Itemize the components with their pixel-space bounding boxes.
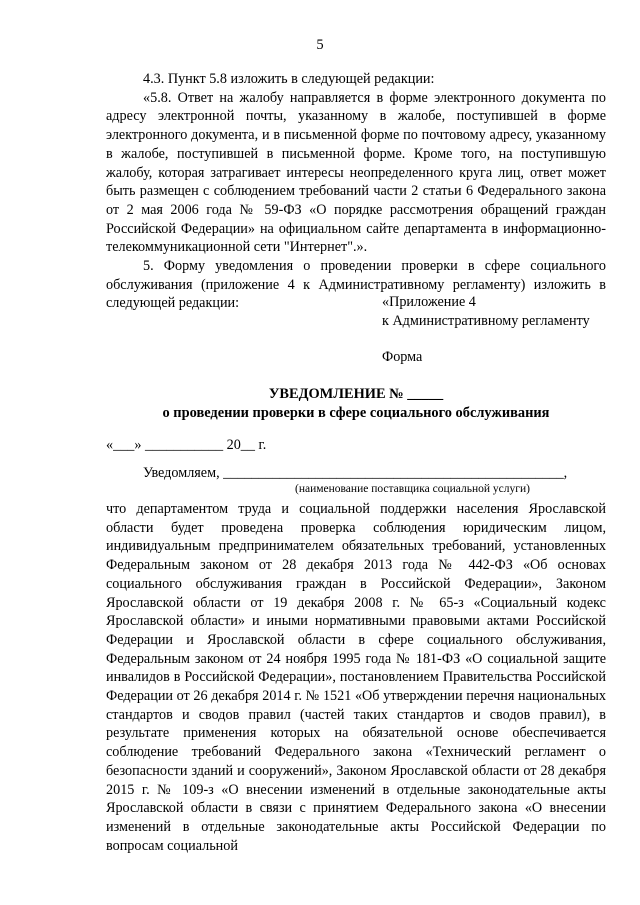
- page-number: 5: [316, 37, 324, 53]
- amendment-section: [106, 70, 606, 313]
- notice-title: УВЕДОМЛЕНИЕ № _____: [268, 386, 444, 402]
- notice-body: [106, 500, 606, 855]
- appendix-line-1: «Приложение 4: [382, 294, 476, 310]
- appendix-header: [382, 293, 622, 367]
- provider-caption: (наименование поставщика социальной услуги): [295, 483, 530, 495]
- paragraph-5-8: «5.8. Ответ на жалобу направляется в форме электронного документа по адресу электронной почты, указанному в жалобе, поступившей в форме электронного документа, и в письменной форме по почтовому адресу, указанному в жалобе, поступившей в письменной форме. Кроме того, на поступившую жалобу, которая затрагивает интересы неопределенного круга лиц, ответ может быть размещен с соблюдением требований части 2 статьи 6 Федерального закона от 2 мая 2006 года № 59-ФЗ «О порядке рассмотрения обращений граждан Российской Федерации» на официальном сайте департамента в информационно-телекоммуникационной сети "Интернет".».: [106, 89, 606, 256]
- date-line: «___» ___________ 20__ г.: [106, 437, 267, 453]
- notice-body-text: что департаментом труда и социальной поддержки населения Ярославской области будет проведена проверка соблюдения юридическим лицом, индивидуальным предпринимателем обязательных требований, установленных Федеральным законом от 28 декабря 2013 года № 442-ФЗ «Об основах социального обслуживания граждан в Российской Федерации», Законом Ярославской области от 19 декабря 2008 г. № 65-з «Социальный кодекс Ярославской области» и иными нормативными правовыми актами Российской Федерации и Ярославской области в сфере социального обслуживания, Федеральным законом от 24 ноября 1995 года № 181-ФЗ «О социальной защите инвалидов в Российской Федерации», постановлением Правительства Российской Федерации от 26 декабря 2014 г. № 1521 «Об утверждении перечня национальных стандартов и сводов правил (частей таких стандартов и сводов правил), в результате применения которых на обязательной основе обеспечивается соблюдение требований Федерального закона «Технический регламент о безопасности зданий и сооружений», Законом Ярославской области от 28 декабря 2015 г. № 109-з «О внесении изменений в отдельные законодательные акты Ярославской области в связи с принятием Федерального закона «О внесении изменений в отдельные законодательные акты Российской Федерации по вопросам социальной: [106, 501, 606, 854]
- appendix-line-2: к Административному регламенту: [382, 312, 590, 329]
- form-label: Форма: [382, 349, 423, 366]
- notify-line: Уведомляем, ________________________________________________,: [143, 465, 568, 481]
- notice-subtitle: о проведении проверки в сфере социального обслуживания: [162, 405, 550, 421]
- paragraph-5: 5. Форму уведомления о проведении проверки в сфере социального обслуживания (приложение 4 к Административному регламенту) изложить в следующей редакции:: [106, 258, 606, 312]
- paragraph-4-3: 4.3. Пункт 5.8 изложить в следующей редакции:: [143, 71, 435, 87]
